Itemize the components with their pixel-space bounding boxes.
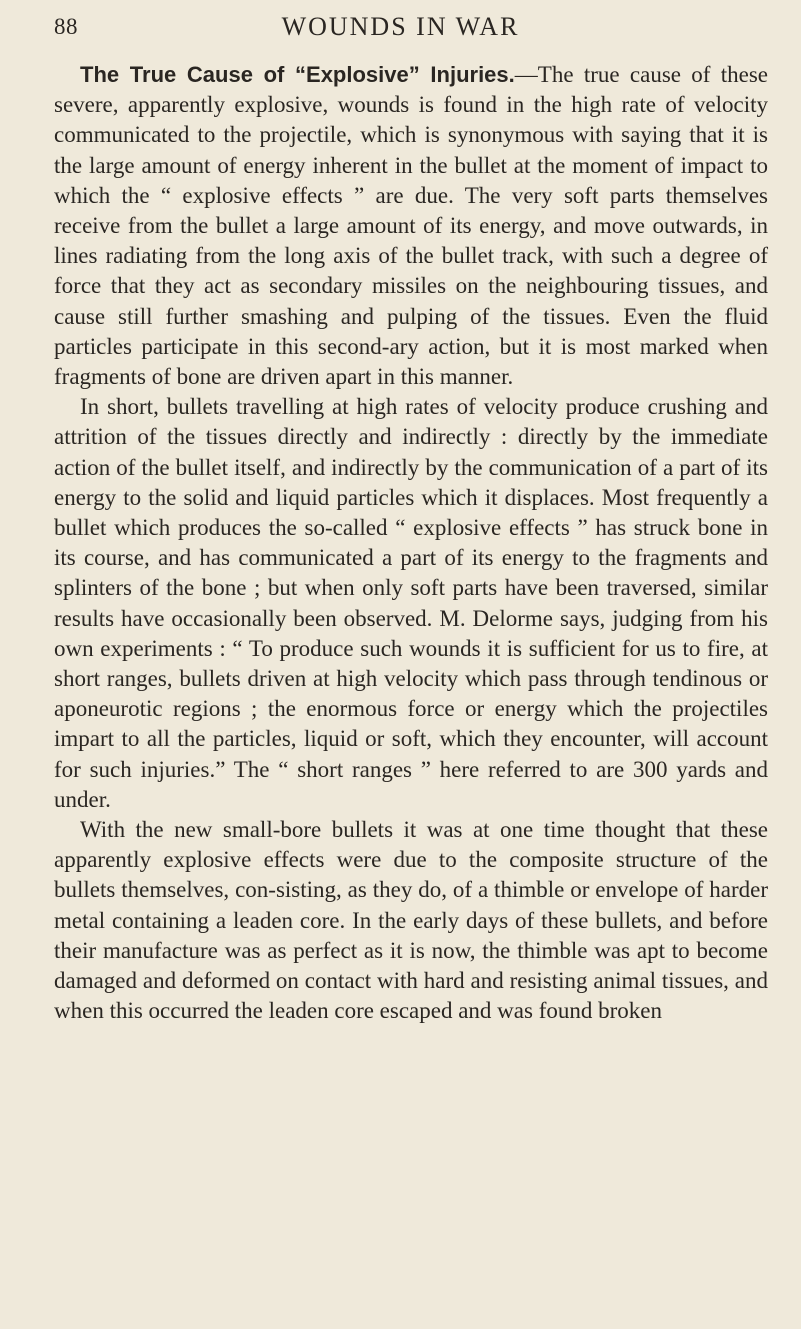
page-number: 88: [54, 14, 78, 39]
paragraph-2: In short, bullets travelling at high rates of velocity produce crushing and attrition of the tissues directly and indirectly : directly by the immediate action of the bullet itself, and indirectly by the communication of a part of its energy to the solid and liquid particles which it displaces. Most frequently a bullet which produces the so-called “ explosive effects ” has struck bone in its course, and has communicated a part of its energy to the fragments and splinters of the bone ; but when only soft parts have been traversed, similar results have occasionally been observed. M. Delorme says, judging from his own experiments : “ To produce such wounds it is sufficient for us to fire, at short ranges, bullets driven at high velocity which pass through tendinous or aponeurotic regions ; the enormous force or energy which the projectiles impart to all the particles, liquid or soft, which they encounter, will account for such injuries.” The “ short ranges ” here referred to are 300 yards and under.: [54, 394, 768, 812]
section-heading: The True Cause of “Explosive” Injuries.: [80, 62, 515, 87]
running-head: [0, 12, 801, 52]
paragraph-1-text: The true cause of these severe, apparently explosive, wounds is found in the high rate of velocity communicated to the projectile, which is synonymous with saying that it is the large amount of energy inherent in the bullet at the moment of impact to which the “ explosive effects ” are due. The very soft parts themselves receive from the bullet a large amount of its energy, and move outwards, in lines radiating from the long axis of the bullet track, with such a degree of force that they act as secondary missiles on the neighbouring tissues, and cause still further smashing and pulping of the tissues. Even the fluid particles participate in this second-ary action, but it is most marked when fragments of bone are driven apart in this manner.: [54, 62, 768, 390]
body-text: [54, 60, 768, 1027]
paragraph-3: With the new small-bore bullets it was at one time thought that these apparently explosive effects were due to the composite structure of the bullets themselves, con-sisting, as they do, of a thimble or envelope of harder metal containing a leaden core. In the early days of these bullets, and before their manufacture was as perfect as it is now, the thimble was apt to become damaged and deformed on contact with hard and resisting animal tissues, and when this occurred the leaden core escaped and was found broken: [54, 817, 768, 1024]
running-title: WOUNDS IN WAR: [281, 12, 520, 41]
heading-dash: —: [514, 62, 538, 87]
paragraph-1: [54, 60, 768, 392]
